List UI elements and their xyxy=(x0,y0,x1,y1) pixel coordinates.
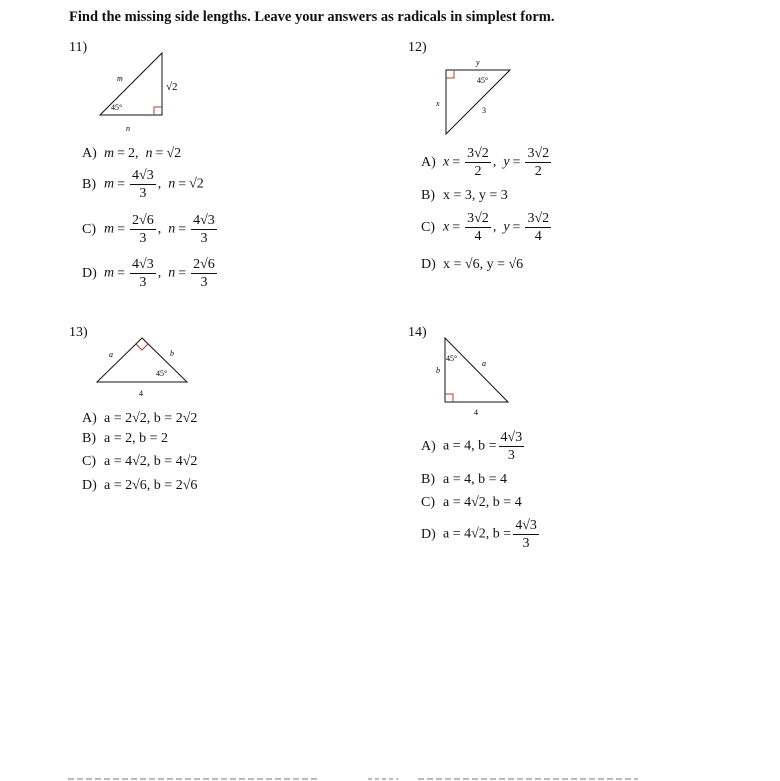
choice-12d[interactable]: D) x = √6, y = √6 xyxy=(421,257,524,272)
choice-11d[interactable]: D) m = $\frac{4√3}{3}$ , n = $\frac{2√6}{3}$ xyxy=(82,257,215,290)
choice-14b[interactable]: B) a = 4, b = 4 xyxy=(421,472,508,487)
choice-14c[interactable]: C) a = 4√2, b = 4 xyxy=(421,495,522,510)
label-45deg: 45° xyxy=(156,369,168,378)
problem-11-triangle xyxy=(90,48,200,138)
label-b: b xyxy=(436,366,440,375)
problem-14-number: 14) xyxy=(408,325,427,340)
label-4: 4 xyxy=(474,408,478,417)
label-n: n xyxy=(126,124,130,133)
footer-cutoff-text xyxy=(68,770,708,781)
label-a: a xyxy=(109,350,113,359)
problem-14-triangle xyxy=(430,335,510,420)
label-45deg: 45° xyxy=(477,76,489,85)
choice-14a[interactable]: A) a = 4, b = $\frac{4√3}{3}$ xyxy=(421,430,523,463)
choice-12b[interactable]: B) x = 3, y = 3 xyxy=(421,188,508,203)
choice-13c[interactable]: C) a = 4√2, b = 4√2 xyxy=(82,454,198,469)
label-y: y xyxy=(476,58,480,67)
choice-12c[interactable]: C) x = $\frac{3√2}{4}$ , y = $\frac{3√2}{4}$ xyxy=(421,211,550,244)
choice-13d[interactable]: D) a = 2√6, b = 2√6 xyxy=(82,478,198,493)
problem-11-number: 11) xyxy=(69,40,88,55)
label-b: b xyxy=(170,349,174,358)
label-45deg: 45° xyxy=(111,103,123,112)
problem-13-number: 13) xyxy=(69,325,88,340)
label-a: a xyxy=(482,359,486,368)
choice-11c[interactable]: C) m = $\frac{2√6}{3}$ , n = $\frac{4√3}{3}$ xyxy=(82,213,215,246)
problem-13-triangle xyxy=(90,335,195,400)
problem-12-number: 12) xyxy=(408,40,427,55)
choice-12a[interactable]: A) x = $\frac{3√2}{2}$ , y = $\frac{3√2}{2}$ xyxy=(421,146,550,179)
label-4: 4 xyxy=(139,389,143,398)
choice-13a[interactable]: A) a = 2√2, b = 2√2 xyxy=(82,411,198,426)
label-root2: √2 xyxy=(166,81,178,93)
choice-11b[interactable]: B) m = $\frac{4√3}{3}$ , n = √2 xyxy=(82,168,204,201)
label-m: m xyxy=(117,74,123,83)
choice-14d[interactable]: D) a = 4√2, b = $\frac{4√3}{3}$ xyxy=(421,518,537,551)
label-x: x xyxy=(436,99,440,108)
choice-11a[interactable]: A) m = 2, n = √2 xyxy=(82,146,182,161)
label-3: 3 xyxy=(482,106,486,115)
label-45deg: 45° xyxy=(446,354,458,363)
problem-12-triangle xyxy=(430,55,520,140)
choice-13b[interactable]: B) a = 2, b = 2 xyxy=(82,431,169,446)
page-title: Find the missing side lengths. Leave your answers as radicals in simplest form. xyxy=(69,9,555,25)
